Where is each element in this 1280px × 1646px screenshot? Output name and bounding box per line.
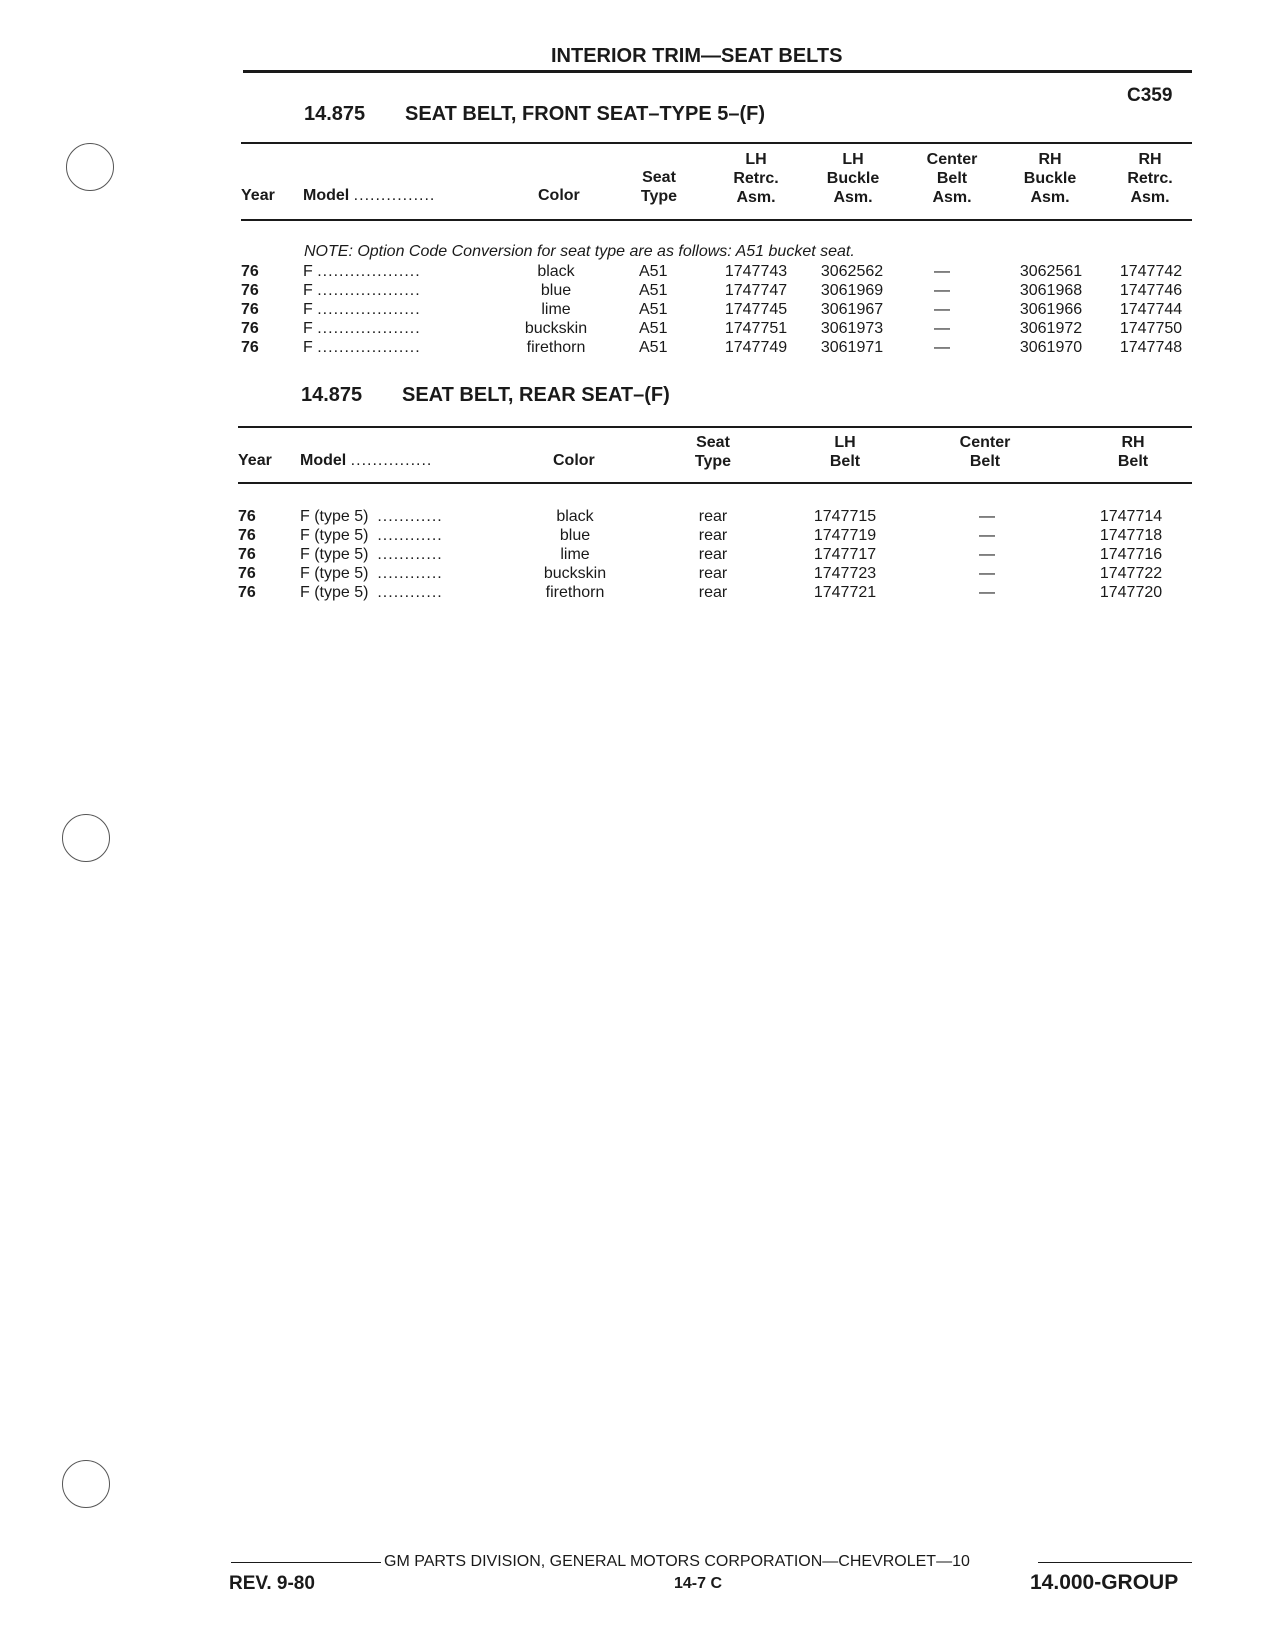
row-lh-buckle: 3061973	[820, 320, 884, 337]
row-seat-type: rear	[698, 565, 728, 582]
col-center-line1: Center	[959, 434, 1011, 451]
row-seat-type: rear	[698, 527, 728, 544]
col-model-dots: ...............	[350, 452, 433, 469]
row-color: black	[556, 508, 594, 525]
row-rh-retrc: 1747750	[1119, 320, 1183, 337]
rear-table-header-rule	[238, 482, 1192, 484]
row-rh-buckle: 3061972	[1019, 320, 1083, 337]
row-year: 76	[241, 339, 259, 356]
binder-hole-top	[66, 143, 114, 191]
col-model	[303, 186, 435, 205]
footer-page-number: 14-7 C	[674, 1575, 723, 1592]
row-color: blue	[559, 527, 591, 544]
row-rh-buckle: 3061968	[1019, 282, 1083, 299]
row-center: —	[934, 320, 950, 337]
row-center: —	[979, 584, 995, 601]
row-model	[303, 319, 421, 338]
row-model-text: F (type 5)	[300, 584, 369, 601]
row-seat-type: A51	[639, 301, 668, 318]
row-year: 76	[241, 282, 259, 299]
col-rh-belt	[1093, 433, 1173, 471]
row-model-text: F	[303, 320, 313, 337]
row-year: 76	[238, 527, 256, 544]
row-center: —	[979, 565, 995, 582]
col-center-line2: Belt	[969, 453, 1001, 470]
row-model	[303, 338, 421, 357]
col-seat-type-line1: Seat	[696, 434, 730, 451]
col-rh-buckle-line3: Asm.	[1030, 189, 1070, 206]
col-seat-type-line1: Seat	[642, 169, 676, 186]
row-year: 76	[238, 584, 256, 601]
front-table-header-rule	[241, 219, 1192, 221]
col-lh-belt-line1: LH	[834, 434, 856, 451]
row-center: —	[934, 301, 950, 318]
col-rh-buckle	[1010, 150, 1090, 207]
row-color: lime	[541, 301, 571, 318]
row-model-dots: ...................	[317, 282, 421, 299]
row-seat-type: A51	[639, 263, 668, 280]
row-center: —	[934, 263, 950, 280]
row-rh-retrc: 1747742	[1119, 263, 1183, 280]
row-rh-belt: 1747720	[1099, 584, 1163, 601]
row-model	[300, 507, 443, 526]
footer-rev: REV. 9-80	[229, 1573, 315, 1594]
header-rule	[243, 70, 1192, 73]
col-rh-retrc	[1110, 150, 1190, 207]
row-lh-retrc: 1747747	[724, 282, 788, 299]
row-year: 76	[241, 301, 259, 318]
row-seat-type: A51	[639, 339, 668, 356]
row-seat-type: A51	[639, 320, 668, 337]
row-color: black	[537, 263, 575, 280]
row-model	[300, 564, 443, 583]
row-lh-belt: 1747723	[813, 565, 877, 582]
row-model	[303, 300, 421, 319]
row-rh-buckle: 3061970	[1019, 339, 1083, 356]
col-lh-buckle-line2: Buckle	[826, 170, 880, 187]
row-color: buckskin	[543, 565, 607, 582]
row-color: buckskin	[524, 320, 588, 337]
col-lh-belt-line2: Belt	[829, 453, 861, 470]
front-section-number: 14.875	[304, 103, 366, 125]
row-model-dots: ...................	[317, 320, 421, 337]
row-center: —	[979, 546, 995, 563]
row-model-dots: ............	[377, 508, 443, 525]
col-rh-buckle-line2: Buckle	[1023, 170, 1077, 187]
row-year: 76	[238, 565, 256, 582]
row-rh-buckle: 3061966	[1019, 301, 1083, 318]
col-year: Year	[238, 452, 272, 469]
col-lh-buckle	[815, 150, 891, 207]
col-lh-buckle-line1: LH	[842, 151, 864, 168]
row-center: —	[934, 339, 950, 356]
row-color: blue	[540, 282, 572, 299]
col-seat-type-line2: Type	[694, 453, 732, 470]
rear-section-number: 14.875	[301, 384, 363, 406]
col-center-line2: Belt	[936, 170, 968, 187]
row-model-dots: ............	[377, 565, 443, 582]
row-center: —	[979, 508, 995, 525]
row-model-text: F	[303, 282, 313, 299]
col-center-line1: Center	[926, 151, 978, 168]
row-model-text: F (type 5)	[300, 565, 369, 582]
row-rh-buckle: 3062561	[1019, 263, 1083, 280]
row-model	[300, 545, 443, 564]
row-seat-type: rear	[698, 584, 728, 601]
row-lh-buckle: 3061967	[820, 301, 884, 318]
col-lh-retrc-line3: Asm.	[736, 189, 776, 206]
row-model	[303, 262, 421, 281]
row-seat-type: rear	[698, 508, 728, 525]
row-rh-retrc: 1747746	[1119, 282, 1183, 299]
page-code: C359	[1127, 85, 1173, 106]
col-seat-type	[680, 433, 746, 471]
page-header: INTERIOR TRIM—SEAT BELTS	[551, 45, 843, 67]
row-lh-retrc: 1747749	[724, 339, 788, 356]
footer-rule-right	[1038, 1562, 1192, 1563]
col-lh-retrc-line2: Retrc.	[733, 170, 779, 187]
row-lh-belt: 1747717	[813, 546, 877, 563]
row-model-dots: ...................	[317, 263, 421, 280]
col-model-label: Model	[303, 187, 350, 204]
row-year: 76	[238, 546, 256, 563]
row-lh-belt: 1747719	[813, 527, 877, 544]
col-lh-retrc-line1: LH	[745, 151, 767, 168]
col-year: Year	[241, 187, 275, 204]
col-center-line3: Asm.	[932, 189, 972, 206]
row-lh-buckle: 3061971	[820, 339, 884, 356]
row-rh-belt: 1747716	[1099, 546, 1163, 563]
col-seat-type-line2: Type	[640, 188, 678, 205]
row-rh-retrc: 1747744	[1119, 301, 1183, 318]
row-year: 76	[238, 508, 256, 525]
row-color: firethorn	[526, 339, 586, 356]
front-section-title: SEAT BELT, FRONT SEAT–TYPE 5–(F)	[405, 103, 766, 125]
row-model-text: F (type 5)	[300, 527, 369, 544]
col-rh-retrc-line2: Retrc.	[1127, 170, 1173, 187]
row-lh-retrc: 1747751	[724, 320, 788, 337]
footer-rule-left	[231, 1562, 381, 1563]
col-rh-belt-line2: Belt	[1117, 453, 1149, 470]
binder-hole-bottom	[62, 1460, 110, 1508]
row-lh-buckle: 3062562	[820, 263, 884, 280]
row-model-dots: ............	[377, 546, 443, 563]
col-rh-retrc-line1: RH	[1138, 151, 1162, 168]
row-lh-buckle: 3061969	[820, 282, 884, 299]
rear-section-title: SEAT BELT, REAR SEAT–(F)	[402, 384, 670, 406]
row-lh-retrc: 1747745	[724, 301, 788, 318]
row-year: 76	[241, 263, 259, 280]
row-model-text: F	[303, 263, 313, 280]
col-seat-type	[626, 168, 692, 206]
row-lh-retrc: 1747743	[724, 263, 788, 280]
col-lh-retrc	[718, 150, 794, 207]
row-rh-belt: 1747722	[1099, 565, 1163, 582]
row-model-dots: ............	[377, 584, 443, 601]
col-rh-retrc-line3: Asm.	[1130, 189, 1170, 206]
col-rh-buckle-line1: RH	[1038, 151, 1062, 168]
front-table-note: NOTE: Option Code Conversion for seat type are as follows: A51 bucket seat.	[304, 243, 855, 260]
col-color: Color	[538, 187, 580, 204]
front-table-top-rule	[241, 142, 1192, 144]
row-lh-belt: 1747715	[813, 508, 877, 525]
row-rh-belt: 1747714	[1099, 508, 1163, 525]
col-rh-belt-line1: RH	[1121, 434, 1145, 451]
row-model-text: F (type 5)	[300, 546, 369, 563]
binder-hole-middle	[62, 814, 110, 862]
row-center: —	[979, 527, 995, 544]
row-seat-type: rear	[698, 546, 728, 563]
row-color: lime	[560, 546, 590, 563]
row-model-text: F	[303, 301, 313, 318]
row-rh-belt: 1747718	[1099, 527, 1163, 544]
col-color: Color	[553, 452, 595, 469]
row-model-text: F	[303, 339, 313, 356]
rear-table-top-rule	[238, 426, 1192, 428]
col-model-dots: ...............	[353, 187, 436, 204]
footer-group: 14.000-GROUP	[1030, 1571, 1179, 1594]
row-seat-type: A51	[639, 282, 668, 299]
col-lh-belt	[805, 433, 885, 471]
row-model-dots: ...................	[317, 301, 421, 318]
row-model	[303, 281, 421, 300]
row-model-dots: ............	[377, 527, 443, 544]
row-rh-retrc: 1747748	[1119, 339, 1183, 356]
col-model-label: Model	[300, 452, 347, 469]
row-model	[300, 583, 443, 602]
row-model-dots: ...................	[317, 339, 421, 356]
row-center: —	[934, 282, 950, 299]
col-lh-buckle-line3: Asm.	[833, 189, 873, 206]
row-year: 76	[241, 320, 259, 337]
col-center-belt	[912, 150, 992, 207]
col-model	[300, 451, 432, 470]
row-lh-belt: 1747721	[813, 584, 877, 601]
footer-line: GM PARTS DIVISION, GENERAL MOTORS CORPORATION—CHEVROLET—10	[384, 1553, 970, 1570]
row-model-text: F (type 5)	[300, 508, 369, 525]
col-center-belt	[945, 433, 1025, 471]
row-model	[300, 526, 443, 545]
row-color: firethorn	[545, 584, 605, 601]
